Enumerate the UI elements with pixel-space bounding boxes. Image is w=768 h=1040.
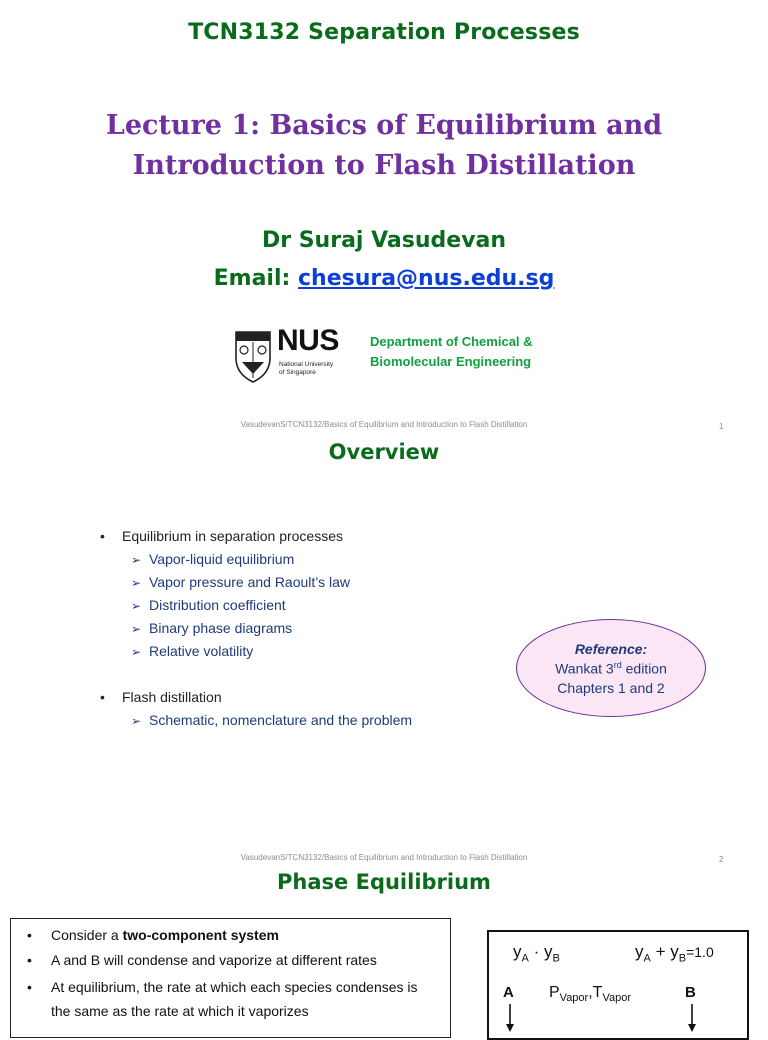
lecture-title-line-1: Lecture 1: Basics of Equilibrium and (105, 110, 663, 141)
arrowhead-b-icon (688, 1024, 696, 1032)
sub-bullet (131, 620, 292, 636)
arrow-bullet-icon: ➢ (131, 599, 142, 613)
label-a: A (503, 984, 514, 1001)
arrowhead-a-icon (506, 1024, 514, 1032)
email-label: Email: (213, 266, 291, 291)
subscript-a: A (643, 952, 651, 965)
bullet-text: Equilibrium in separation processes (122, 528, 343, 544)
label-b: B (685, 984, 696, 1001)
subscript-a: A (521, 952, 529, 965)
reference-line-1 (517, 660, 705, 677)
overview-title: Overview (328, 440, 440, 464)
reference-line-2: Chapters 1 and 2 (557, 679, 665, 696)
author-name: Dr Suraj Vasudevan (261, 228, 507, 253)
bullet-equilibrium (100, 528, 343, 544)
slide-2-footer: VasudevanS/TCN3132/Basics of Equilibrium and Introduction to Flash Distillation (240, 853, 528, 862)
sub-bullet-text: Vapor-liquid equilibrium (149, 551, 295, 567)
nus-logo (234, 324, 354, 384)
sub-bullet (131, 712, 412, 728)
arrow-bullet-icon: ➢ (131, 553, 142, 567)
course-title: TCN3132 Separation Processes (188, 20, 580, 45)
sub-bullet-text: Binary phase diagrams (149, 620, 293, 636)
slide-2-page-number: 2 (719, 855, 724, 864)
sub-bullet (131, 597, 286, 613)
bullet-dot-icon: • (100, 528, 105, 544)
sub-bullet-text: Distribution coefficient (149, 597, 286, 613)
textbox-bullet (29, 948, 439, 972)
department-line-1: Department of Chemical & (370, 334, 533, 349)
logo-text: NUS (277, 324, 339, 357)
reference-title: Reference: (574, 641, 648, 657)
subscript-b: B (678, 952, 687, 965)
reference-edition-sup: rd (613, 660, 622, 670)
logo-subtext-line-1: National University (279, 361, 334, 368)
y-symbol: y (635, 942, 644, 961)
reference-callout (516, 619, 706, 717)
sub-bullet (131, 574, 350, 590)
diagram-arrows (489, 932, 747, 1038)
department-line-2: Biomolecular Engineering (370, 354, 532, 369)
bullet-text: Flash distillation (122, 689, 222, 705)
sub-bullet-text: Schematic, nomenclature and the problem (149, 712, 413, 728)
sub-bullet (131, 551, 294, 567)
plus-symbol: + (655, 942, 666, 961)
bullet-text: At equilibrium, the rate at which each species condenses is the same as the rate at which it vaporizes (51, 979, 418, 1019)
reference-edition-suffix: edition (621, 660, 667, 677)
p-symbol: P (549, 984, 560, 1001)
bullet-dot-icon: • (27, 927, 32, 943)
bullet-dot-icon: • (27, 952, 32, 968)
lecture-title-line-2: Introduction to Flash Distillation (132, 150, 636, 181)
slide-1-footer: VasudevanS/TCN3132/Basics of Equilibrium and Introduction to Flash Distillation (240, 420, 528, 429)
subscript-vapor: Vapor (602, 992, 631, 1005)
bullet-text-bold: two-component system (122, 927, 279, 943)
bullet-dot-icon: • (27, 979, 32, 995)
arrow-bullet-icon: ➢ (131, 645, 142, 659)
bullet-dot-icon: • (100, 689, 105, 705)
phase-equilibrium-textbox (10, 918, 451, 1038)
sub-bullet-text: Vapor pressure and Raoult’s law (149, 574, 351, 590)
bullet-text: A and B will condense and vaporize at different rates (51, 952, 377, 968)
email-link[interactable]: chesura@nus.edu.sg (297, 266, 555, 291)
sub-bullet-text: Relative volatility (149, 643, 254, 659)
subscript-b: B (552, 952, 560, 965)
arrow-bullet-icon: ➢ (131, 622, 142, 636)
department-name (370, 332, 533, 372)
email-line (0, 266, 768, 291)
y-symbol: y (670, 942, 679, 961)
logo-subtext-line-2: of Singapore (279, 369, 316, 376)
y-symbol: y (513, 942, 522, 961)
subscript-vapor: Vapor (559, 992, 589, 1005)
y-symbol: y (543, 942, 553, 961)
textbox-bullet (29, 923, 439, 947)
sub-bullet (131, 643, 253, 659)
comma-symbol: , (588, 984, 593, 1001)
arrow-bullet-icon: ➢ (131, 576, 142, 590)
dot-symbol: · (533, 942, 540, 961)
lecture-title (0, 106, 768, 186)
arrow-bullet-icon: ➢ (131, 714, 142, 728)
bullet-text: Consider a (51, 927, 123, 943)
reference-edition-text: Wankat 3 (555, 660, 614, 677)
bullet-flash-distillation (100, 689, 222, 705)
sum-rhs: =1.0 (686, 944, 714, 960)
logo-subtext (279, 361, 333, 377)
textbox-bullet (29, 975, 439, 1023)
t-symbol: T (592, 984, 603, 1001)
slide-1-page-number: 1 (719, 422, 724, 431)
phase-equilibrium-title: Phase Equilibrium (277, 870, 491, 894)
